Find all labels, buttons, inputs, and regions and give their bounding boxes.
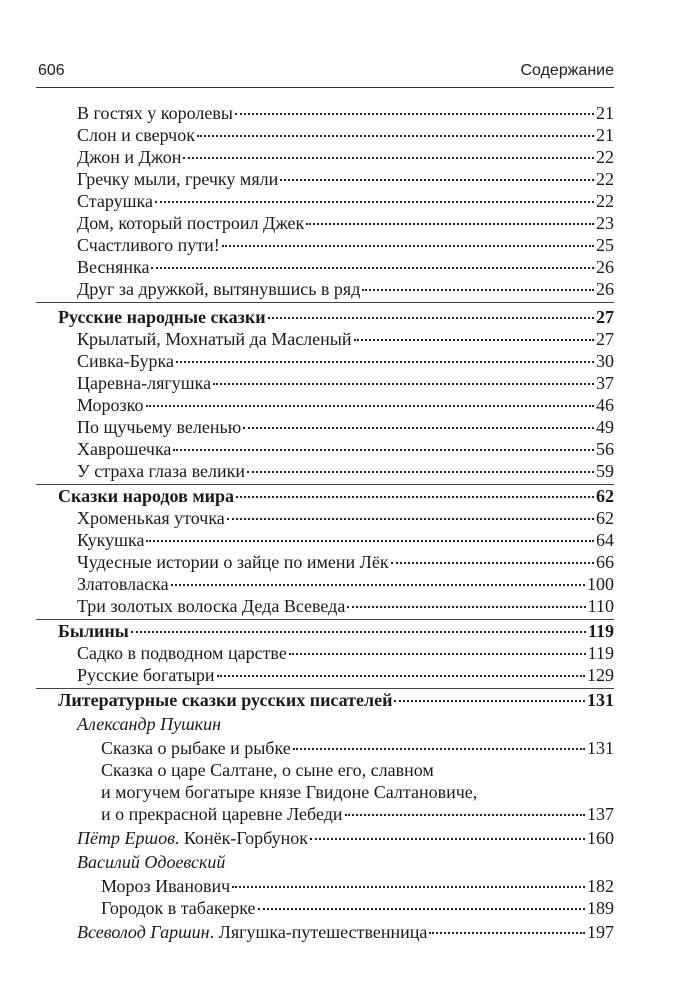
- toc-entry-line: и могучем богатыре князе Гвидоне Салтановиче,: [101, 782, 478, 802]
- toc-section-heading: Русские народные сказки 27: [58, 307, 614, 327]
- toc-section-heading: Сказки народов мира 62: [58, 486, 614, 506]
- toc-entry: Пётр Ершов. Конёк-Горбунок 160: [77, 828, 614, 848]
- toc-entry: Садко в подводном царстве 119: [77, 643, 614, 663]
- toc-entry-line: Сказка о царе Салтане, о сыне его, славном: [101, 760, 434, 780]
- toc-entry: Три золотых волоска Деда Всеведа 110: [77, 596, 614, 616]
- toc-entry: Царевна-лягушка 37: [77, 373, 614, 393]
- toc-entry: Морозко 46: [77, 395, 614, 415]
- toc-entry: и о прекрасной царевне Лебеди 137: [101, 804, 614, 824]
- toc-entry: Дом, который построил Джек 23: [77, 213, 614, 233]
- page-number: 606: [38, 62, 65, 79]
- toc-author: Александр Пушкин: [77, 714, 221, 734]
- toc-section-heading: Литературные сказки русских писателей 131: [58, 690, 614, 710]
- toc-author: Пётр Ершов: [77, 828, 175, 848]
- toc-entry: Кукушка 64: [77, 530, 614, 550]
- toc-entry: Чудесные истории о зайце по имени Лёк 66: [77, 552, 614, 572]
- toc-entry: Златовласка 100: [77, 574, 614, 594]
- toc-entry: Хроменькая уточка 62: [77, 508, 614, 528]
- toc-entry: У страха глаза велики 59: [77, 461, 614, 481]
- toc-entry: Счастливого пути! 25: [77, 235, 614, 255]
- toc-entry: В гостях у королевы 21: [77, 103, 614, 123]
- toc-author: Василий Одоевский: [77, 852, 226, 872]
- toc-entry: Всеволод Гаршин. Лягушка-путешественница 197: [77, 922, 614, 942]
- running-title: Содержание: [520, 62, 614, 79]
- toc-entry: Мороз Иванович 182: [101, 876, 614, 896]
- toc-entry: Слон и сверчок 21: [77, 125, 614, 145]
- toc-entry: Городок в табакерке 189: [101, 898, 614, 918]
- toc-entry: Друг за дружкой, вытянувшись в ряд 26: [77, 279, 614, 299]
- toc-entry: Русские богатыри 129: [77, 665, 614, 685]
- toc-entry: Хаврошечка 56: [77, 439, 614, 459]
- section-divider: [36, 302, 614, 303]
- toc-section-heading: Былины 119: [58, 621, 614, 641]
- toc-entry: Сказка о рыбаке и рыбке 131: [101, 738, 614, 758]
- toc-entry: Джон и Джон 22: [77, 147, 614, 167]
- toc-entry: Гречку мыли, гречку мяли 22: [77, 169, 614, 189]
- toc-entry: Сивка-Бурка 30: [77, 351, 614, 371]
- toc-entry: По щучьему веленью 49: [77, 417, 614, 437]
- toc-entry: Веснянка 26: [77, 257, 614, 277]
- toc-entry: Крылатый, Мохнатый да Масленый 27: [77, 329, 614, 349]
- toc-entry: Старушка 22: [77, 191, 614, 211]
- toc-author: Всеволод Гаршин: [77, 922, 210, 942]
